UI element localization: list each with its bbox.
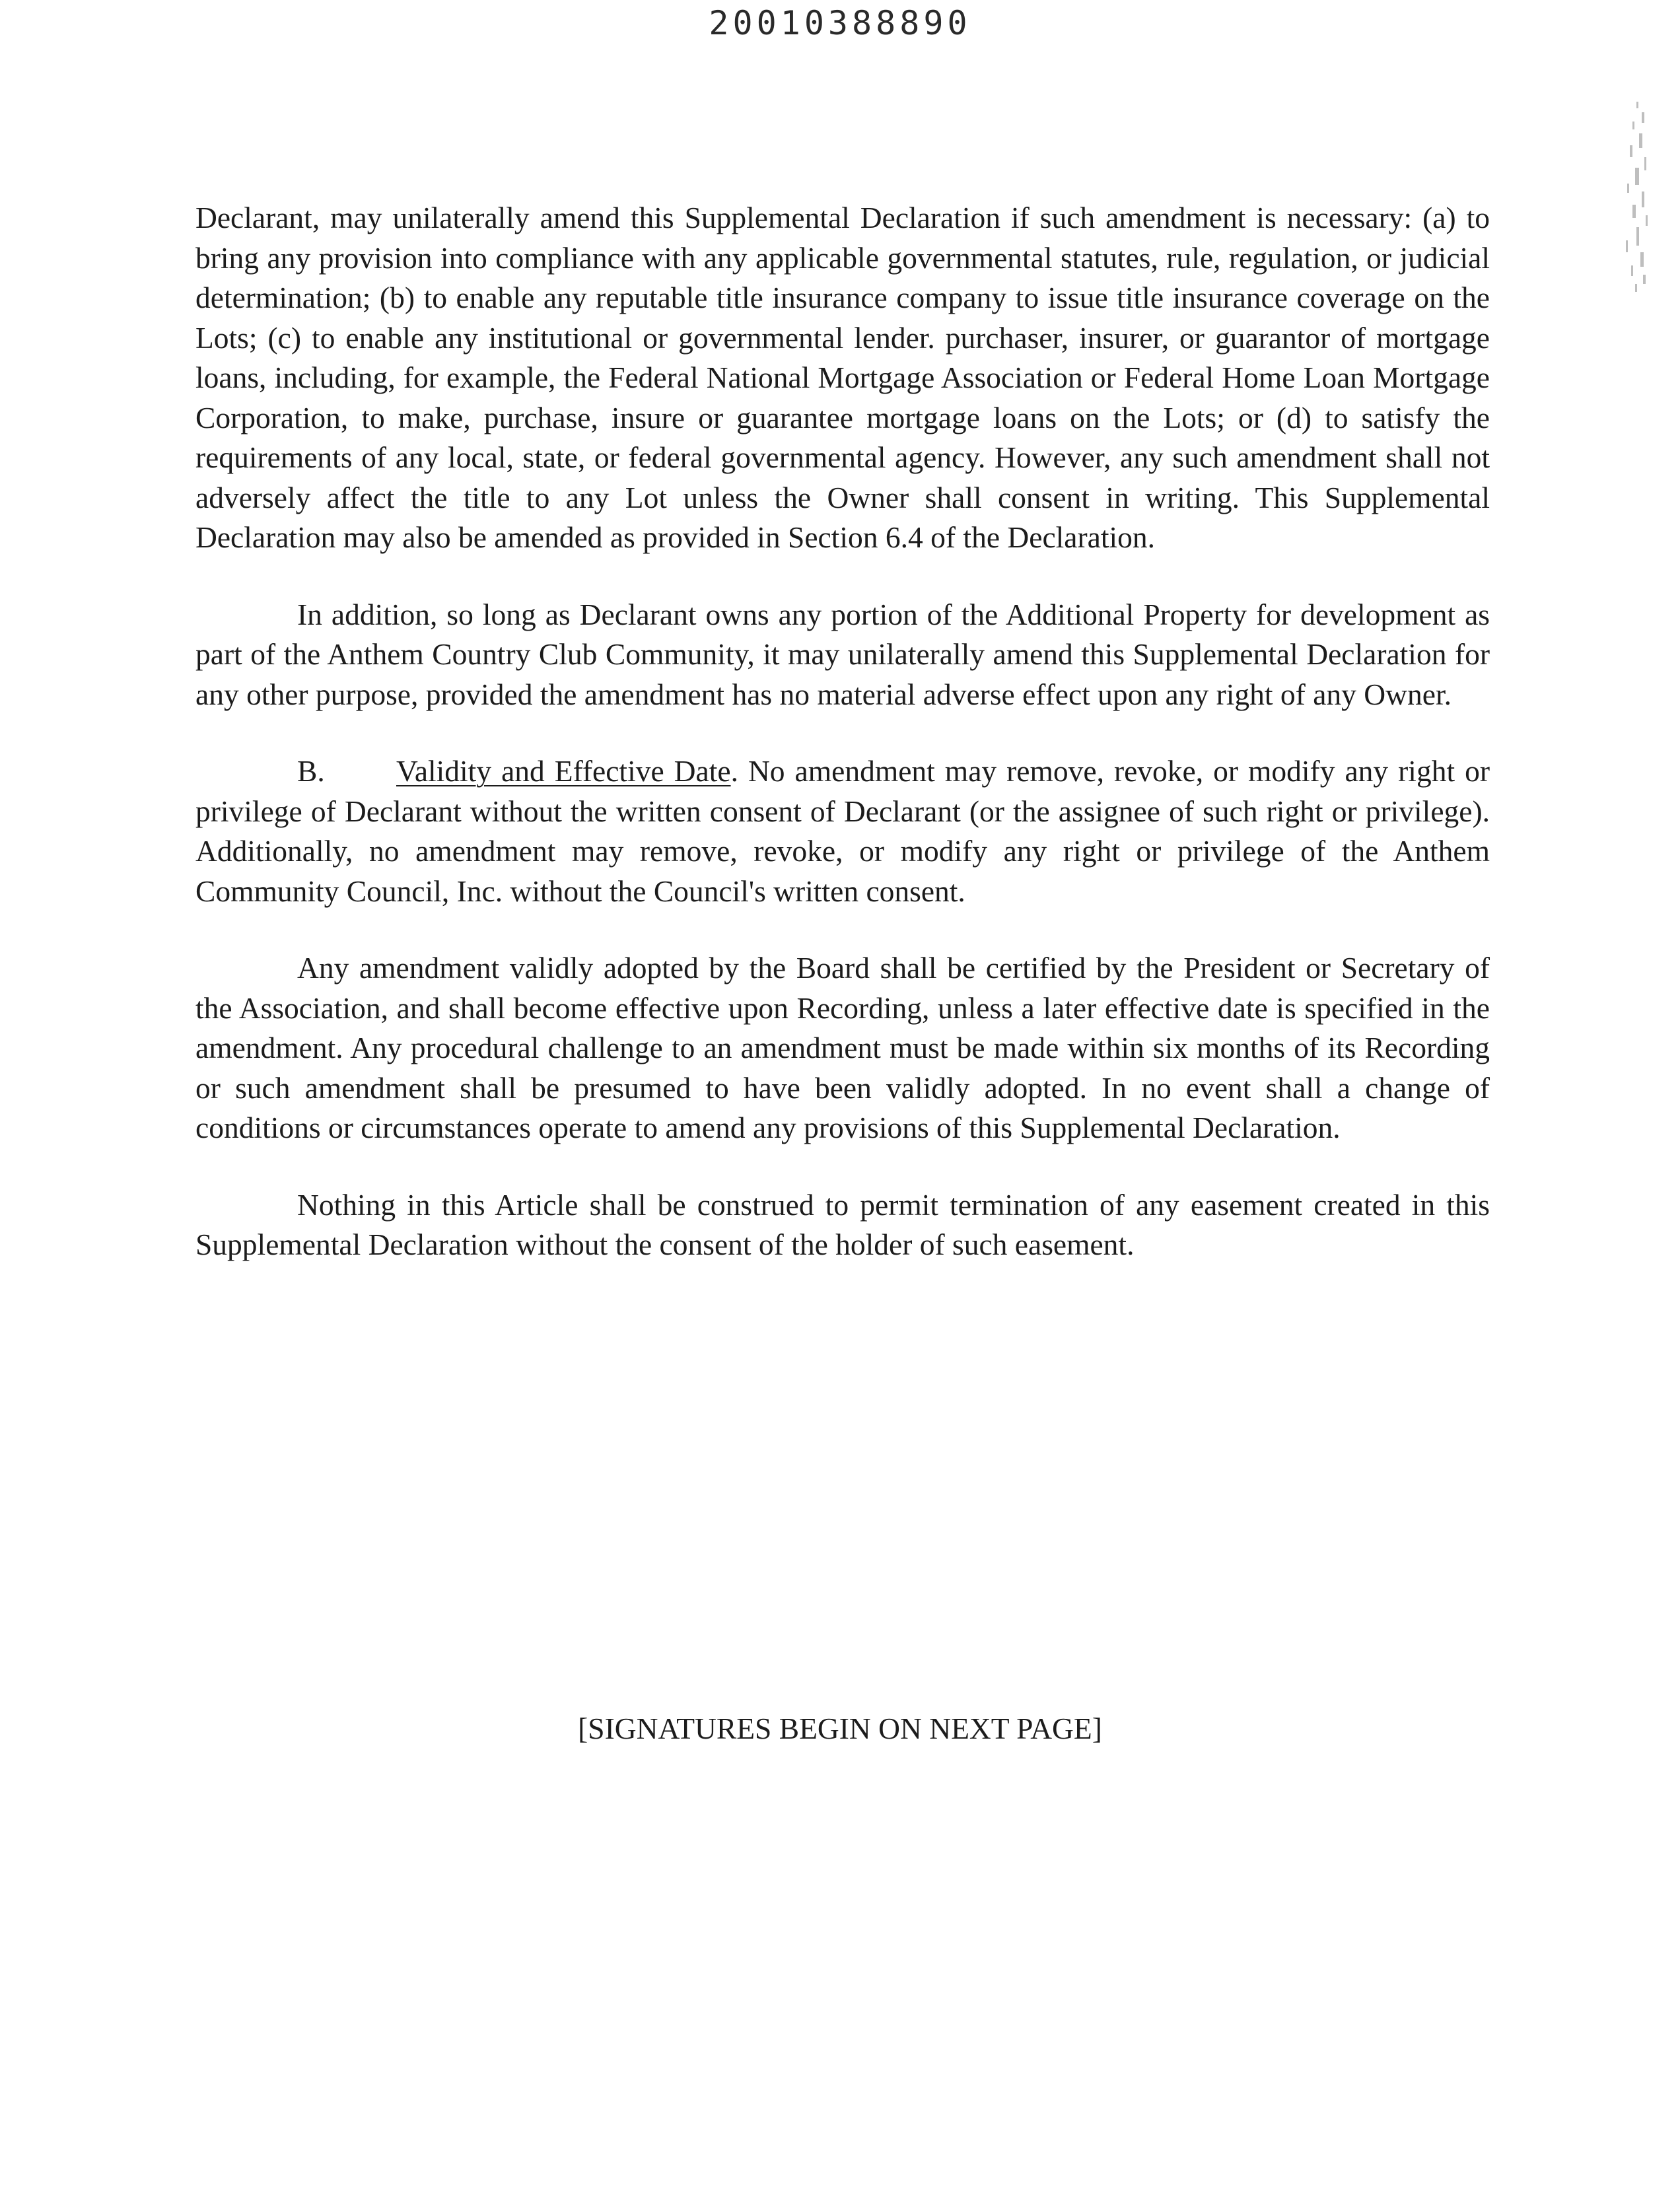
paragraph-easement: Nothing in this Article shall be construed to permit termination of any easement created in this Supplemental Declaration without the consent of the holder of such easement. bbox=[195, 1187, 1490, 1261]
paragraph-unilateral-amendment: In addition, so long as Declarant owns any portion of the Additional Property for development as part of the Anthem Country Club Community, it may unilaterally amend this Supplemental Declaration for any other purpose, provided the amendment has no material adverse effect upon any right of any Owner. bbox=[195, 597, 1490, 711]
paragraph-certification: Any amendment validly adopted by the Board shall be certified by the President or Secretary of the Association, and shall become effective upon Recording, unless a later effective date is specified in the amendment. Any procedural challenge to an amendment must be made within six months of its Recording or such amendment shall be presumed to have been validly adopted. In no event shall a change of conditions or circumstances operate to amend any provisions of this Supplemental Declaration. bbox=[195, 951, 1490, 1144]
document-number: 20010388890 bbox=[709, 4, 971, 42]
section-b-letter: B. bbox=[297, 754, 325, 788]
document-body bbox=[195, 198, 1490, 1302]
section-b-heading: Validity and Effective Date bbox=[396, 754, 731, 788]
paragraph-amendment-purposes: Declarant, may unilaterally amend this Supplemental Declaration if such amendment is necessary: (a) to bring any provision into compliance with any applicable governmental statutes, rule, regulation, or judicial determination; (b) to enable any reputable title insurance company to issue title insurance coverage on the Lots; (c) to enable any institutional or governmental lender. purchaser, insurer, or guarantor of mortgage loans, including, for example, the Federal National Mortgage Association or Federal Home Loan Mortgage Corporation, to make, purchase, insure or guarantee mortgage loans on the Lots; or (d) to satisfy the requirements of any local, state, or federal governmental agency. However, any such amendment shall not adversely affect the title to any Lot unless the Owner shall consent in writing. This Supplemental Declaration may also be amended as provided in Section 6.4 of the Declaration. bbox=[195, 201, 1490, 554]
scanner-stamp-mark bbox=[1617, 99, 1658, 297]
signature-note: [SIGNATURES BEGIN ON NEXT PAGE] bbox=[578, 1712, 1102, 1745]
section-b-validity bbox=[195, 751, 1490, 911]
section-b-text: . No amendment may remove, revoke, or modify any right or privilege of Declarant without the written consent of Declarant (or the assignee of such right or privilege). Additionally, no amendment may remove, revoke, or modify any right or privilege of the Anthem Community Council, Inc. without the Council's written consent. bbox=[195, 754, 1490, 908]
